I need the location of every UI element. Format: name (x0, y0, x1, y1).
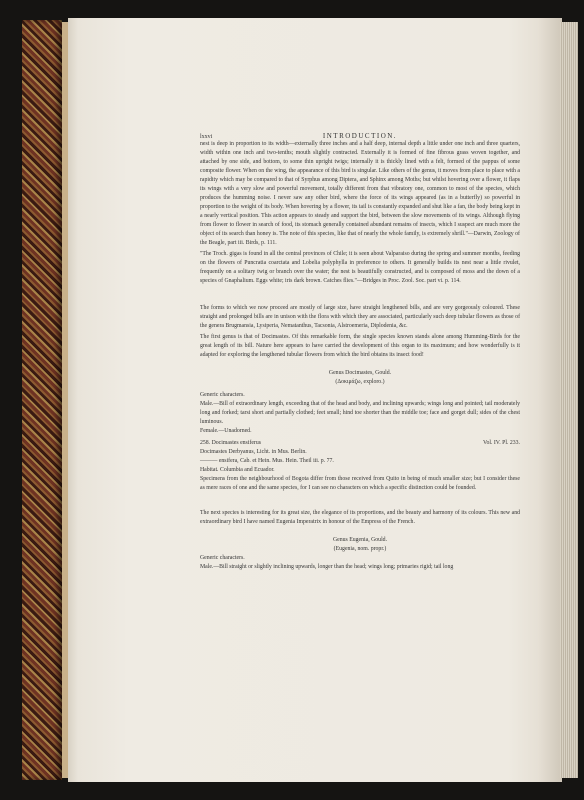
species-plate-reference: Vol. IV. Pl. 233. (483, 440, 520, 446)
paragraph-forms: The forms to which we now proceed are mostly of large size, have straight lengthened bills, and are very gorgeously coloured. These straight and prolonged bills are in unison with the flora with which they are associated, particularly such deep tubular flowers as those of the genera Brugmansia, Lysiperia, Nematanthus, Tacsonia, Alstroemeria, Diplodenia, &c. (200, 305, 520, 329)
paragraph-gap-2 (200, 493, 520, 509)
paragraph-specimens: Specimens from the neighbourhood of Bogota differ from those received from Quito in being of much smaller size; but I consider these as mere races of one and the same species, for I can see no characters on which a specific distinction could be founded. (200, 476, 520, 491)
paragraph-darwin-quote: nest is deep in proportion to its width—externally three inches and a half deep, internal depth a little under one inch and three quarters, width within one inch and two-tenths; mouth slightly contracted. Externally it is formed of fine fibrous grass woven together, and attached by one side, and bottom, to some thin upright twigs; internally it is thickly lined with a felt, formed of the pappus of some composite flower. When on the wing, the appearance of this bird is singular. Like others of the genus, it moves from place to place with a rapidity which may be compared to that of Syrphus among Diptera, and Sphinx among Moths; but whilst hovering over a flower, it flaps its wings with a very slow and powerful movement, totally different from that vibratory one, common to most of the species, which produces the humming noise. I never saw any other bird, where the force of its wings appeared (as in a butterfly) so powerful in proportion to the weight of its body. When hovering by a flower, its tail is constantly expanded and shut like a fan, the body being kept in a nearly vertical position. This action appears to steady and support the bird, between the slow movements of its wings. Although flying from flower to flower in search of food, its stomach generally contained abundant remains of insects, which I suspect are much more the object of its search than honey is. The note of this species, like that of nearly the whole family, is extremely shrill."—Darwin, Zoology of the Beagle, part iii. Birds, p. 111. (200, 141, 520, 246)
page-fore-edge (560, 22, 578, 778)
paragraph-next-species: The next species is interesting for its great size, the elegance of its proportions, and the beauty and harmony of its colours. This new and extraordinary bird I have named Eugenia Imperatrix in honour of the Empress of the French. (200, 510, 520, 525)
synonym-line-1: Docimastes Derbyanus, Licht. in Mus. Berlin. (200, 449, 307, 455)
marbled-endpaper (22, 20, 62, 780)
genus-etymology-docimastes: (Δοκιμάζω, exploro.) (335, 379, 385, 385)
genus-etymology-eugenia: (Eugenia, nom. propr.) (333, 546, 387, 552)
male-characters-eugenia: Male.—Bill straight or slightly inclining upwards, longer than the head; wings long; primaries rigid; tail long (200, 564, 454, 570)
habitat-line: Habitat. Columbia and Ecuador. (200, 467, 275, 473)
running-head: INTRODUCTION. (322, 132, 398, 140)
male-characters-docimastes: Male.—Bill of extraordinary length, exceeding that of the head and body, and inclining upwards; wings long and pointed; tail moderately long and forked; tarsi short and partially clothed; feet small; hind toe shorter than the middle toe; face and gorget dull; sides of the chest luminous. (200, 401, 520, 425)
female-characters-docimastes: Female.—Unadorned. (200, 428, 252, 434)
paragraph-bridges-quote: "The Troch. gigas is found in all the central provinces of Chile; it is seen about Valparaiso during the spring and summer months, feeding on the flowers of Puncratia coarctata and Lobelia polyphylla in preference to others. It generally builds its nest near a little rivulet, frequently on a solitary twig or branch over the water; the nest is beautifully constructed, and is composed of moss and the down of a species of Gnaphalium. Eggs white; iris dark brown. Catches flies."—Bridges in Proc. Zool. Soc. part vi. p. 114. (200, 251, 520, 284)
page-number: lxxvi (200, 134, 213, 140)
generic-characters-label: Generic characters. (200, 392, 245, 398)
paragraph-first-genus: The first genus is that of Docimastes. Of this remarkable form, the single species known stands alone among Humming-Birds for the great length of its bill. Nature here appears to have carried the development of this organ to its maximum; and how wonderfully is it adapted for exploring the lengthened tubular flowers from which the bird obtains its insect food! (200, 334, 520, 358)
genus-heading-docimastes: Genus Docimastes, Gould. (328, 370, 392, 376)
genus-heading-eugenia: Genus Eugenia, Gould. (332, 537, 388, 543)
synonym-line-2: ——— ensifera, Cab. et Hein. Mus. Hein. Theil iii. p. 77. (200, 458, 334, 464)
generic-characters-label-2: Generic characters. (200, 555, 245, 561)
species-name: 258. Docimastes ensiferus (200, 440, 262, 446)
page-text (200, 140, 520, 572)
species-entry-row (200, 439, 520, 448)
paragraph-gap (200, 286, 520, 304)
